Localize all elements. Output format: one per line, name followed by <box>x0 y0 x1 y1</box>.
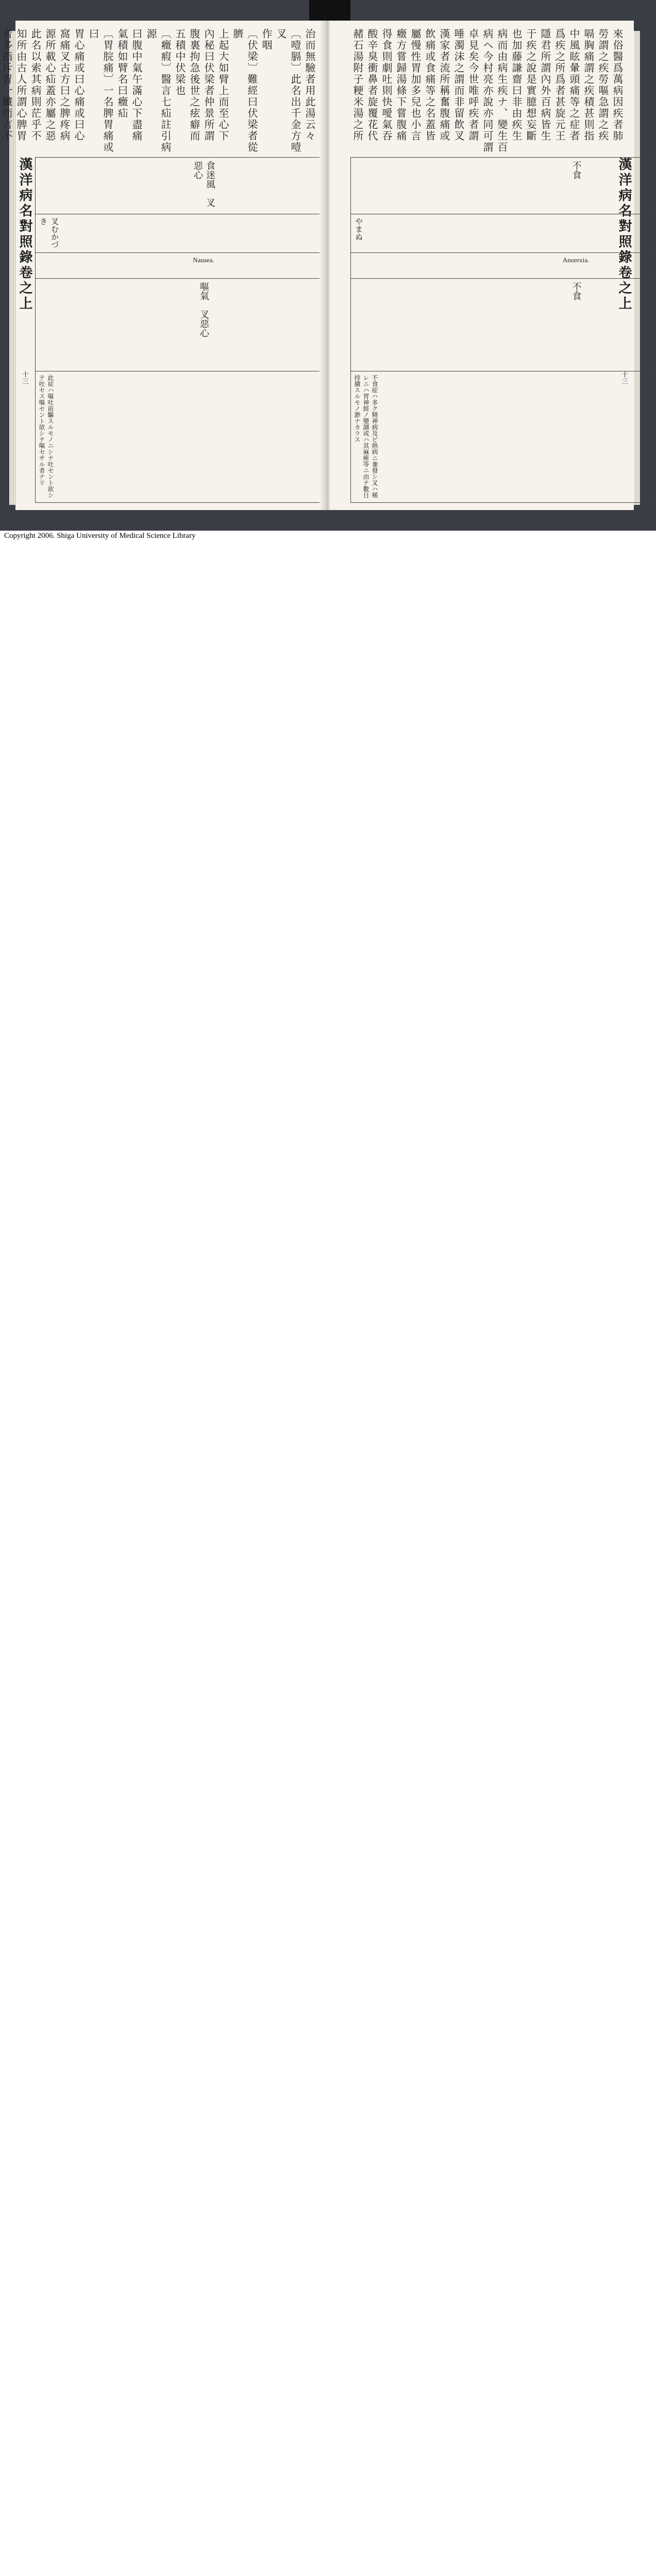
text-column: 來俗醫爲萬病因疾者肺 <box>611 28 624 142</box>
left-page-top-text <box>1 28 317 155</box>
latin-nausea: Nausea. <box>193 256 214 264</box>
term-nausea-kanbun: 食迷風 叉惡心 <box>192 161 215 207</box>
text-column: 曰腹中氣午滿心下盡痛 <box>130 28 143 142</box>
left-page <box>1 21 325 510</box>
text-column: 隱君所謂內外百病皆生 <box>539 28 551 142</box>
kana-nausea: 叉むかづき <box>39 217 59 248</box>
text-column: 此名以索其病則茫乎不 <box>29 28 42 142</box>
text-column: 中風眩暈頭痛等之症者 <box>568 28 580 142</box>
text-column: 勞謂之疾勞嘔急謂之疾 <box>597 28 609 142</box>
text-column: 內秘曰伏梁者仲景所謂 <box>203 28 215 142</box>
text-column: 〔噎膈〕此名出千金方噎叉 <box>275 28 301 153</box>
text-column: 得食則劇吐則快噯氣吞 <box>380 28 393 142</box>
text-column: 窩痛叉古方曰之脾疼病 <box>58 28 71 142</box>
text-column: 〔伏梁〕難經曰伏梁者從臍 <box>231 28 258 153</box>
copyright-notice: Copyright 2006. Shiga University of Medical Science Library <box>4 532 196 540</box>
right-page <box>330 21 634 510</box>
text-column: 腹裏拘急後世之痃癖而 <box>188 28 200 142</box>
modern-anorexia: 不食 <box>570 282 582 300</box>
text-column: 氣積如臂名曰癥疝 <box>116 28 128 119</box>
right-term-table <box>350 157 656 503</box>
left-page-number: 十三 <box>21 371 28 384</box>
text-column: 飲痛或食痛等之名蓋皆 <box>424 28 436 142</box>
text-column: 胃心痛或曰心痛或曰心 <box>73 28 85 142</box>
text-column: 唾濁沫之謂而非留飲叉 <box>452 28 465 142</box>
text-column: 上起大如臂上而至心下 <box>217 28 229 142</box>
text-column: 知所由古人所謂心脾胃 <box>15 28 27 142</box>
term-anorexia-kanbun: 不食 <box>570 161 582 179</box>
binding-strap <box>309 0 350 21</box>
text-column: 者多指斥胃一臟而言不 <box>1 28 13 142</box>
text-column: 漢家者流所稱奮腹痛或 <box>438 28 450 142</box>
text-column: 病ヘ今村亮亦說亦同可謂 <box>481 28 494 153</box>
right-side-title: 漢洋病名對照錄卷之上 <box>616 157 632 312</box>
text-column: 〔胃脘痛〕一名脾胃痛或曰 <box>87 28 114 153</box>
text-column: 源所載心疝蓋亦屬之惡 <box>44 28 56 142</box>
text-column: 〔癥瘕〕醫言七疝註引病源 <box>145 28 172 153</box>
modern-nausea: 嘔氣 叉惡心 <box>198 282 209 337</box>
text-column: 卓見矣今世唯呼疾者謂 <box>467 28 479 142</box>
text-column: 治而無驗者用此湯云々 <box>304 28 316 142</box>
text-column: 爲疾之所爲者甚旋元王 <box>553 28 566 142</box>
book-scan <box>0 0 656 531</box>
text-column: 酸辛臭衝鼻者旋覆花代 <box>366 28 378 142</box>
text-column: 于疾之說是實臆想妄斷 <box>525 28 537 142</box>
text-column: 五積中伏梁也 <box>174 28 186 96</box>
text-column: 屬慢性胃加多兒也小言 <box>409 28 422 142</box>
text-column: 也加藤謙齋曰非由疾生 <box>510 28 523 142</box>
text-column: 癥方嘗歸湯條下嘗腹痛 <box>395 28 407 142</box>
text-column: 作咽 <box>260 28 273 51</box>
latin-anorexia: Anorexia. <box>562 256 590 264</box>
kana-anorexia: やまぬ <box>354 217 363 241</box>
text-column: 病而由病生疾ナ、變生百 <box>496 28 508 153</box>
note-nausea: 此症ハ嘔吐前驅スルモノニシテ吐セント欲シテ吐セス嘔セント欲シテ嘔セサル者ナリ <box>38 375 54 498</box>
right-page-top-text <box>339 28 625 155</box>
right-page-number: 十三 <box>620 371 628 384</box>
text-column: 嗝胸痛謂之疾積甚則指 <box>582 28 595 142</box>
left-side-title: 漢洋病名對照錄卷之上 <box>17 157 32 312</box>
text-column: 赭石湯附子粳米湯之所 <box>351 28 364 142</box>
note-anorexia: 不食症ハ多ク精神病及ビ熱病ニ兼發シ叉ハ稀レニハ胃神經ノ變調或ハ其麻痺等ニ由テ數日持續スルモノ渺ナカラス <box>354 375 378 498</box>
